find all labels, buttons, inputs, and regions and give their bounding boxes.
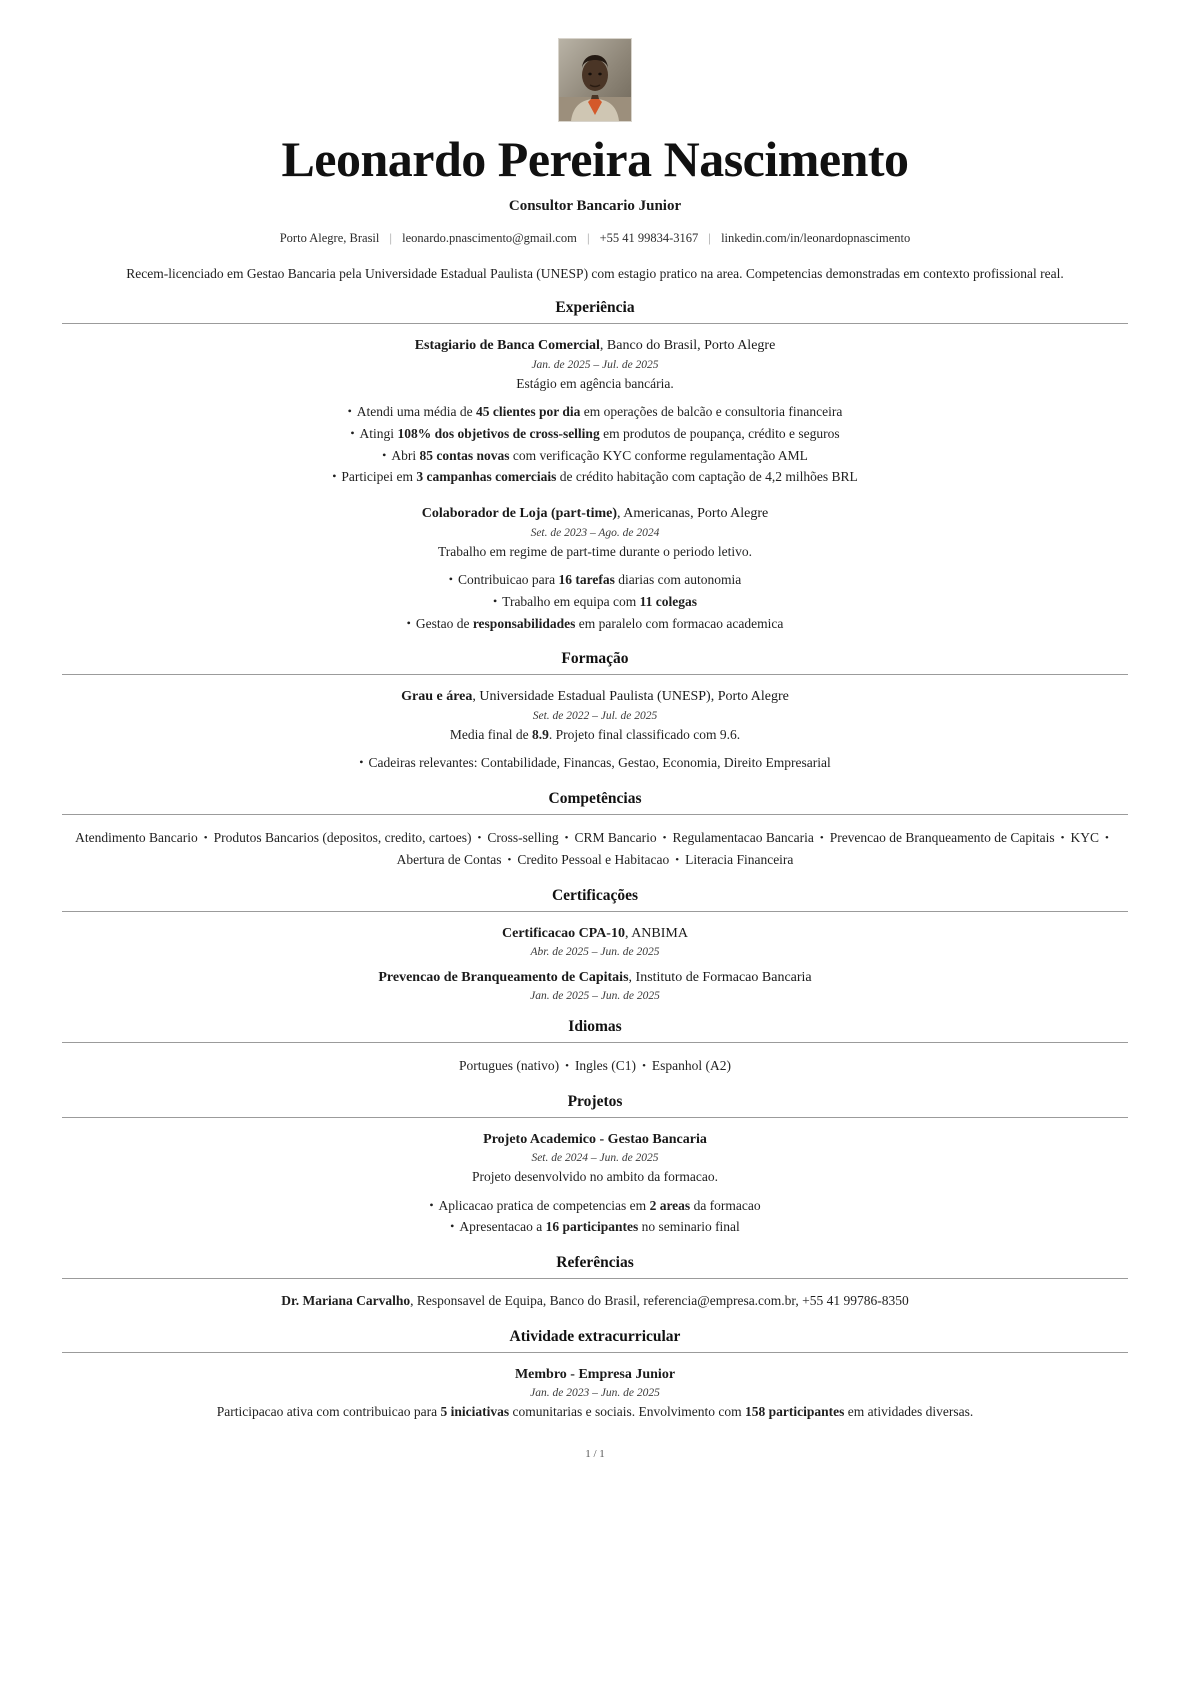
grade-prefix: Media final de (449, 726, 533, 742)
bullet-item: • Participei em 3 campanhas comerciais de crédito habitação com captação de 4,2 milhões BRL (62, 466, 1128, 488)
page-title: Leonardo Pereira Nascimento (281, 131, 909, 187)
project-entry (62, 1130, 1128, 1238)
list-item: Credito Pessoal e Habitacao (517, 851, 670, 867)
bullet-item: • Abri 85 contas novas com verificação KYC conforme regulamentação AML (62, 445, 1128, 467)
bullet-item: • Gestao de responsabilidades em paralelo com formacao academica (62, 613, 1128, 635)
section-title-projects: Projetos (567, 1093, 623, 1110)
section-divider (62, 1352, 1128, 1353)
section-experience (62, 299, 1128, 634)
list-item: Produtos Bancarios (depositos, credito, cartoes) (213, 829, 472, 845)
skills-list (62, 827, 1128, 871)
entry-date: Jan. de 2023 – Jun. de 2025 (530, 1386, 660, 1399)
list-item: Regulamentacao Bancaria (672, 829, 814, 845)
bullet-item: • Atingi 108% dos objetivos de cross-selling em produtos de poupança, crédito e seguros (62, 423, 1128, 445)
list-separator-icon: • (819, 831, 824, 844)
grade-suffix: . Projeto final classificado com 9.6. (548, 726, 741, 742)
entry-heading (62, 1365, 1128, 1385)
list-separator-icon: • (662, 831, 667, 844)
list-item: Abertura de Contas (396, 851, 502, 867)
section-title-extracurricular: Atividade extracurricular (509, 1327, 681, 1345)
contact-location: Porto Alegre, Brasil (279, 231, 380, 245)
list-item: Atendimento Bancario (75, 829, 198, 845)
list-separator-icon: • (507, 853, 512, 866)
resume-header (62, 38, 1128, 283)
entry-bullet-list (62, 752, 1128, 774)
section-title-languages: Idiomas (568, 1018, 622, 1036)
entry-heading (62, 1130, 1128, 1150)
bullet-item: • Trabalho em equipa com 11 colegas (62, 591, 1128, 613)
contact-divider: | (389, 231, 393, 245)
education-entry (62, 687, 1128, 773)
section-extracurricular (62, 1328, 1128, 1423)
experience-entry (62, 504, 1128, 634)
project-name: Projeto Academico - Gestao Bancaria (483, 1132, 707, 1147)
certification-name: Prevencao de Branqueamento de Capitais (378, 969, 629, 985)
entry-bullet-list (62, 401, 1128, 488)
section-title-skills: Competências (548, 789, 642, 807)
experience-entry (62, 336, 1128, 488)
entry-date: Jan. de 2025 – Jun. de 2025 (530, 990, 660, 1003)
entry-company: , Americanas, Porto Alegre (617, 506, 769, 522)
entry-date: Jan. de 2025 – Jul. de 2025 (531, 358, 659, 371)
section-divider (62, 814, 1128, 815)
entry-bullet-list (62, 569, 1128, 635)
avatar (558, 38, 632, 122)
entry-heading (62, 924, 1128, 944)
reference-name: Dr. Mariana Carvalho (281, 1293, 411, 1309)
job-headline: Consultor Bancario Junior (508, 198, 682, 214)
text-run: Participacao ativa com contribuicao para (216, 1403, 441, 1419)
section-projects (62, 1093, 1128, 1238)
list-item: Literacia Financeira (685, 851, 794, 867)
certification-issuer: , ANBIMA (624, 925, 688, 941)
entry-heading (62, 968, 1128, 988)
section-divider (62, 323, 1128, 324)
list-item: Cross-selling (487, 829, 559, 845)
section-skills (62, 790, 1128, 871)
list-separator-icon: • (675, 853, 680, 866)
section-education (62, 650, 1128, 773)
entry-bullet-list (62, 1195, 1128, 1239)
contact-divider: | (708, 231, 711, 245)
grade-value: 8.9 (532, 726, 549, 742)
list-item: Ingles (C1) (574, 1058, 637, 1074)
entry-heading (62, 687, 1128, 707)
certification-name: Certificacao CPA-10 (502, 925, 625, 941)
bullet-item: • Cadeiras relevantes: Contabilidade, Financas, Gestao, Economia, Direito Empresarial (62, 752, 1128, 774)
section-title-education: Formação (561, 650, 629, 668)
entry-role: Colaborador de Loja (part-time) (421, 506, 618, 522)
section-references (62, 1254, 1128, 1311)
bullet-item: • Aplicacao pratica de competencias em 2 areas da formacao (62, 1195, 1128, 1217)
entry-description: Estágio em agência bancária. (516, 375, 674, 391)
list-separator-icon: • (1060, 831, 1065, 844)
section-title-experience: Experiência (555, 299, 635, 317)
section-divider (62, 1042, 1128, 1043)
section-title-certifications: Certificações (551, 886, 639, 904)
bullet-item: • Contribuicao para 16 tarefas diarias com autonomia (62, 569, 1128, 591)
entry-degree: Grau e área (401, 689, 473, 705)
entry-institution: , Universidade Estadual Paulista (UNESP), Porto Alegre (472, 689, 789, 705)
profile-summary: Recem-licenciado em Gestao Bancaria pela Universidade Estadual Paulista (UNESP) com estagio pratico na area. Competencias demonstradas em contexto profissional real. (126, 265, 1064, 281)
certification-entry (62, 924, 1128, 958)
certification-entry (62, 968, 1128, 1002)
entry-description (62, 1402, 1128, 1422)
entry-heading (62, 504, 1128, 524)
entry-date: Abr. de 2025 – Jun. de 2025 (530, 945, 660, 958)
list-item: Prevencao de Branqueamento de Capitais (829, 829, 1055, 845)
list-item: KYC (1070, 829, 1099, 845)
bullet-item: • Atendi uma média de 45 clientes por dia em operações de balcão e consultoria financeira (62, 401, 1128, 423)
list-separator-icon: • (564, 831, 569, 844)
text-run: em atividades diversas. (844, 1403, 974, 1419)
languages-list (62, 1055, 1128, 1077)
page-footer: 1 / 1 (585, 1448, 605, 1461)
entry-description (62, 725, 1128, 745)
list-separator-icon: • (642, 1060, 646, 1073)
list-separator-icon: • (565, 1060, 569, 1073)
section-languages (62, 1018, 1128, 1077)
section-divider (62, 1278, 1128, 1279)
contact-linkedin[interactable]: linkedin.com/in/leonardopnascimento (721, 231, 911, 245)
highlight-value: 5 iniciativas (440, 1403, 510, 1419)
contact-phone[interactable]: +55 41 99834-3167 (599, 231, 699, 245)
bullet-item: • Apresentacao a 16 participantes no seminario final (62, 1216, 1128, 1238)
entry-description: Projeto desenvolvido no ambito da formacao. (472, 1169, 718, 1185)
highlight-value: 158 participantes (744, 1403, 845, 1419)
entry-date: Set. de 2023 – Ago. de 2024 (530, 526, 660, 539)
list-separator-icon: • (477, 831, 482, 844)
entry-heading (62, 336, 1128, 356)
contact-line (62, 229, 1128, 248)
section-divider (62, 911, 1128, 912)
section-divider (62, 674, 1128, 675)
entry-company: , Banco do Brasil, Porto Alegre (599, 338, 776, 354)
reference-entry (62, 1291, 1128, 1311)
section-title-references: Referências (556, 1254, 634, 1272)
section-certifications (62, 887, 1128, 1003)
activity-role: Membro - Empresa Junior (514, 1366, 676, 1382)
entry-date: Set. de 2022 – Jul. de 2025 (532, 709, 658, 722)
entry-role: Estagiario de Banca Comercial (414, 338, 600, 354)
list-item: Portugues (nativo) (458, 1058, 560, 1074)
section-divider (62, 1117, 1128, 1118)
text-run: comunitarias e sociais. Envolvimento com (509, 1403, 745, 1419)
list-separator-icon: • (1104, 831, 1109, 844)
reference-details: , Responsavel de Equipa, Banco do Brasil, referencia@empresa.com.br, +55 41 99786-8350 (410, 1293, 909, 1309)
list-item: Espanhol (A2) (651, 1058, 732, 1074)
certification-issuer: , Instituto de Formacao Bancaria (628, 969, 812, 985)
list-item: CRM Bancario (574, 829, 657, 845)
portrait-photo-icon (559, 39, 631, 121)
extracurricular-entry (62, 1365, 1128, 1423)
list-separator-icon: • (203, 831, 208, 844)
contact-divider: | (586, 231, 590, 245)
entry-description: Trabalho em regime de part-time durante o periodo letivo. (437, 543, 753, 559)
contact-email[interactable]: leonardo.pnascimento@gmail.com (402, 231, 577, 245)
entry-date: Set. de 2024 – Jun. de 2025 (531, 1152, 659, 1165)
